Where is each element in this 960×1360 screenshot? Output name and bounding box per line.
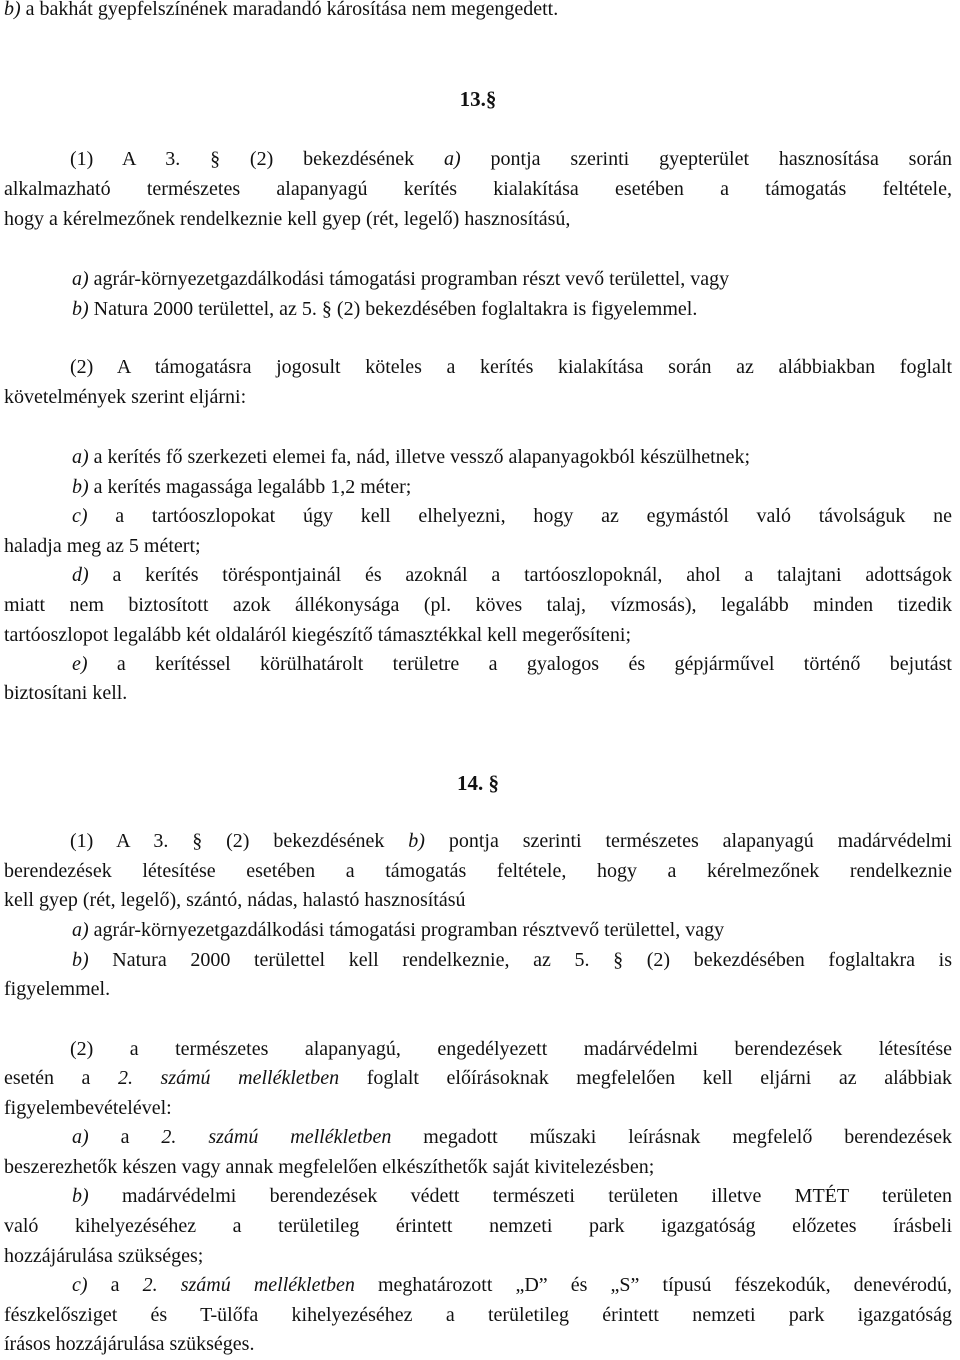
line-text: írásos hozzájárulása szükséges.: [4, 1333, 255, 1355]
italic-text: b): [408, 830, 425, 852]
italic-text: 2. számú mellékletben: [117, 1067, 340, 1089]
line-text: a kerítéssel körülhatárolt területre a gyalogos és gépjárművel történő bejutást: [87, 653, 952, 675]
line-text: hozzájárulása szükséges;: [4, 1245, 204, 1267]
text-line: [72, 915, 952, 945]
text-line: [4, 204, 952, 234]
text-line: [4, 1093, 952, 1123]
line-text: 14. §: [457, 771, 499, 795]
text-line: [72, 560, 952, 590]
text-line: [72, 945, 952, 975]
section-heading-14: [0, 768, 956, 798]
text-line: [4, 1329, 952, 1359]
line-text: a: [88, 1126, 162, 1148]
line-text: kell gyep (rét, legelő), szántó, nádas, halastó hasznosítású: [4, 889, 466, 911]
text-line: [72, 649, 952, 679]
text-line: [72, 442, 952, 472]
text-line: [4, 1300, 952, 1330]
text-line: [4, 174, 952, 204]
text-line: [4, 0, 952, 24]
text-line: [4, 382, 952, 412]
text-line: [4, 620, 952, 650]
line-text: követelmények szerint eljárni:: [4, 386, 247, 408]
section-heading-13: [0, 84, 956, 114]
line-text: Natura 2000 területtel, az 5. § (2) bekezdésében foglaltakra is figyelemmel.: [88, 298, 698, 320]
line-text: alkalmazható természetes alapanyagú kerítés kialakítása esetében a támogatás feltétele,: [4, 178, 952, 200]
line-text: meghatározott „D” és „S” típusú fészekodúk, denevérodú,: [354, 1274, 952, 1296]
line-text: a kerítés magassága legalább 1,2 méter;: [88, 476, 412, 498]
text-line: [72, 1122, 952, 1152]
line-text: esetén a: [4, 1067, 118, 1089]
italic-text: a): [72, 446, 89, 468]
italic-text: c): [72, 505, 88, 527]
text-line: [70, 144, 952, 174]
italic-text: d): [72, 564, 89, 586]
line-text: a kerítés fő szerkezeti elemei fa, nád, illetve vessző alapanyagokból készülhetnek;: [88, 446, 751, 468]
italic-text: a): [444, 148, 461, 170]
line-text: pontja szerinti gyepterület hasznosítása során: [460, 148, 953, 170]
italic-text: e): [72, 653, 88, 675]
text-line: [72, 472, 952, 502]
line-text: haladja meg az 5 métert;: [4, 535, 201, 557]
text-line: [4, 856, 952, 886]
text-line: [4, 678, 952, 708]
text-line: [4, 1152, 952, 1182]
italic-text: a): [72, 1126, 89, 1148]
line-text: a kerítés töréspontjainál és azoknál a tartóoszlopoknál, ahol a talajtani adottságok: [88, 564, 952, 586]
text-line: [72, 264, 952, 294]
line-text: foglalt előírásoknak megfelelően kell eljárni az alábbiak: [339, 1067, 952, 1089]
italic-text: b): [72, 949, 89, 971]
text-line: [4, 974, 952, 1004]
line-text: agrár-környezetgazdálkodási támogatási programban résztvevő területtel, vagy: [88, 919, 725, 941]
text-line: [4, 531, 952, 561]
line-text: miatt nem biztosított azok állékonysága (pl. köves talaj, vízmosás), legalább minden tizedik: [4, 594, 952, 616]
line-text: fészkelősziget és T-ülőfa kihelyezéséhez a területileg érintett nemzeti park igazgatóság: [4, 1304, 952, 1326]
text-line: [72, 1270, 952, 1300]
text-line: [4, 885, 952, 915]
line-text: figyelembevételével:: [4, 1097, 172, 1119]
line-text: megadott műszaki leírásnak megfelelő berendezések: [391, 1126, 952, 1148]
line-text: (2) A támogatásra jogosult köteles a kerítés kialakítása során az alábbiakban foglalt: [70, 356, 952, 378]
line-text: beszerezhetők készen vagy annak megfelelően elkészíthetők saját kivitelezésben;: [4, 1156, 655, 1178]
line-text: a tartóoszlopokat úgy kell elhelyezni, hogy az egymástól való távolságuk ne: [87, 505, 952, 527]
italic-text: 2. számú mellékletben: [142, 1274, 355, 1296]
line-text: biztosítani kell.: [4, 682, 128, 704]
line-text: 13.§: [459, 87, 497, 111]
text-line: [4, 1211, 952, 1241]
line-text: hogy a kérelmezőnek rendelkeznie kell gyep (rét, legelő) hasznosítású,: [4, 208, 571, 230]
text-line: [72, 294, 952, 324]
text-line: [4, 590, 952, 620]
line-text: a: [87, 1274, 143, 1296]
text-line: [70, 352, 952, 382]
line-text: Natura 2000 területtel kell rendelkeznie, az 5. § (2) bekezdésében foglaltakra is: [88, 949, 952, 971]
line-text: berendezések létesítése esetében a támogatás feltétele, hogy a kérelmezőnek rendelkeznie: [4, 860, 952, 882]
line-text: (2) a természetes alapanyagú, engedélyezett madárvédelmi berendezések létesítése: [70, 1038, 952, 1060]
text-line: [4, 1063, 952, 1093]
line-text: való kihelyezéséhez a területileg érintett nemzeti park igazgatóság előzetes írásbeli: [4, 1215, 952, 1237]
text-line: [70, 1034, 952, 1064]
text-line: [72, 1181, 952, 1211]
italic-text: b): [72, 298, 89, 320]
italic-text: 2. számú mellékletben: [161, 1126, 392, 1148]
italic-text: a): [72, 268, 89, 290]
italic-text: c): [72, 1274, 88, 1296]
line-text: figyelemmel.: [4, 978, 111, 1000]
line-text: pontja szerinti természetes alapanyagú madárvédelmi: [424, 830, 952, 852]
text-line: [70, 826, 952, 856]
italic-text: a): [72, 919, 89, 941]
line-text: a bakhát gyepfelszínének maradandó károsítása nem megengedett.: [20, 0, 559, 20]
italic-text: b): [4, 0, 21, 20]
line-text: (1) A 3. § (2) bekezdésének: [70, 830, 409, 852]
italic-text: b): [72, 1185, 89, 1207]
line-text: (1) A 3. § (2) bekezdésének: [70, 148, 444, 170]
line-text: madárvédelmi berendezések védett természeti területen illetve MTÉT területen: [88, 1185, 952, 1207]
text-line: [4, 1241, 952, 1271]
line-text: tartóoszlopot legalább két oldaláról kiegészítő támasztékkal kell megerősíteni;: [4, 624, 632, 646]
line-text: agrár-környezetgazdálkodási támogatási programban részt vevő területtel, vagy: [88, 268, 730, 290]
italic-text: b): [72, 476, 89, 498]
text-line: [72, 501, 952, 531]
